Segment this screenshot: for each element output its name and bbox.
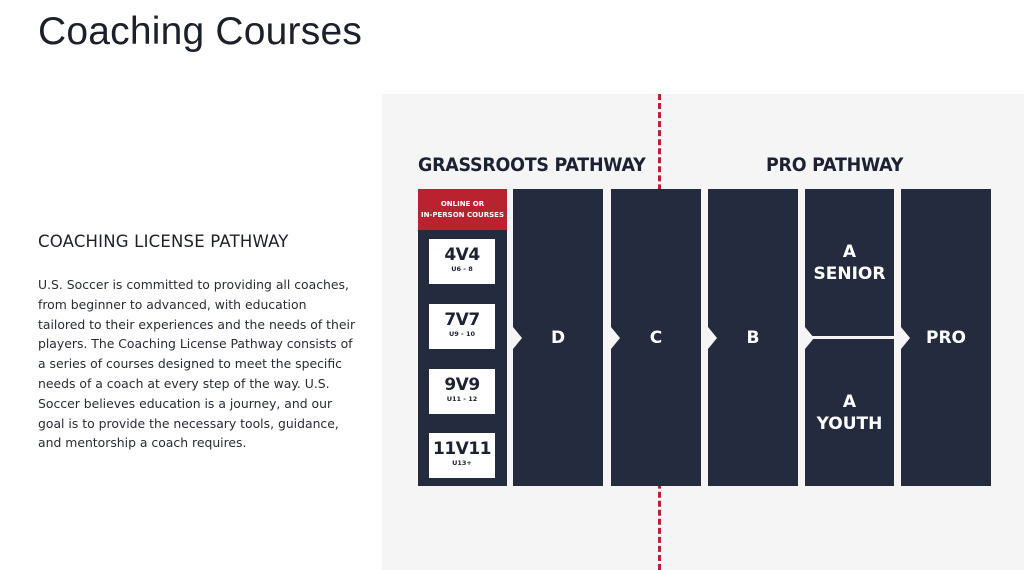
chevron-right-icon: [805, 327, 814, 349]
license-b-column: [708, 189, 798, 486]
chevron-right-icon: [708, 327, 717, 349]
course-card-11v11: [429, 433, 495, 478]
a-youth-line-2: YOUTH: [816, 413, 883, 434]
license-d-label: D: [550, 327, 566, 348]
license-b-label: B: [746, 327, 760, 348]
license-a-youth-box: [805, 339, 894, 486]
a-youth-line-1: A: [842, 391, 857, 412]
banner-line-1: ONLINE OR: [440, 199, 485, 208]
license-c-label: C: [649, 327, 663, 348]
course-name: 4V4: [444, 245, 480, 265]
chevron-right-icon: [901, 327, 910, 349]
section-heading: COACHING LICENSE PATHWAY: [38, 232, 289, 251]
a-senior-line-2: SENIOR: [813, 263, 886, 284]
pro-pathway-header: PRO PATHWAY: [766, 154, 904, 176]
course-age: U13+: [452, 459, 472, 467]
license-pro-column: [901, 189, 991, 486]
license-pathway-graphic: [382, 94, 1024, 570]
license-d-column: [513, 189, 603, 486]
online-courses-banner: [418, 189, 507, 230]
course-name: 9V9: [444, 375, 480, 395]
a-senior-line-1: A: [842, 241, 857, 262]
course-card-9v9: [429, 369, 495, 414]
banner-line-2: IN-PERSON COURSES: [421, 210, 504, 219]
chevron-right-icon: [513, 327, 522, 349]
course-name: 11V11: [433, 439, 491, 459]
section-body-text: U.S. Soccer is committed to providing all coaches, from beginner to advanced, with education tailored to their experiences and the needs of their players. The Coaching License Pathway consists of a series of courses designed to meet the specific needs of a coach at every step of the way. U.S. Soccer believes education is a journey, and our goal is to provide the necessary tools, guidance, and mentorship a coach requires.: [38, 277, 356, 451]
chevron-right-icon: [611, 327, 620, 349]
license-a-senior-box: [805, 189, 894, 336]
license-c-column: [611, 189, 701, 486]
course-name: 7V7: [444, 310, 480, 330]
course-age: U6 - 8: [451, 265, 473, 273]
grassroots-courses-column: [418, 189, 507, 486]
course-age: U11 - 12: [446, 395, 478, 403]
course-card-7v7: [429, 304, 495, 349]
course-card-4v4: [429, 239, 495, 284]
license-a-column: [805, 189, 894, 486]
course-age: U9 - 10: [448, 330, 476, 338]
license-pro-label: PRO: [925, 327, 966, 348]
page-title: Coaching Courses: [38, 10, 363, 53]
grassroots-pathway-header: GRASSROOTS PATHWAY: [418, 154, 649, 176]
